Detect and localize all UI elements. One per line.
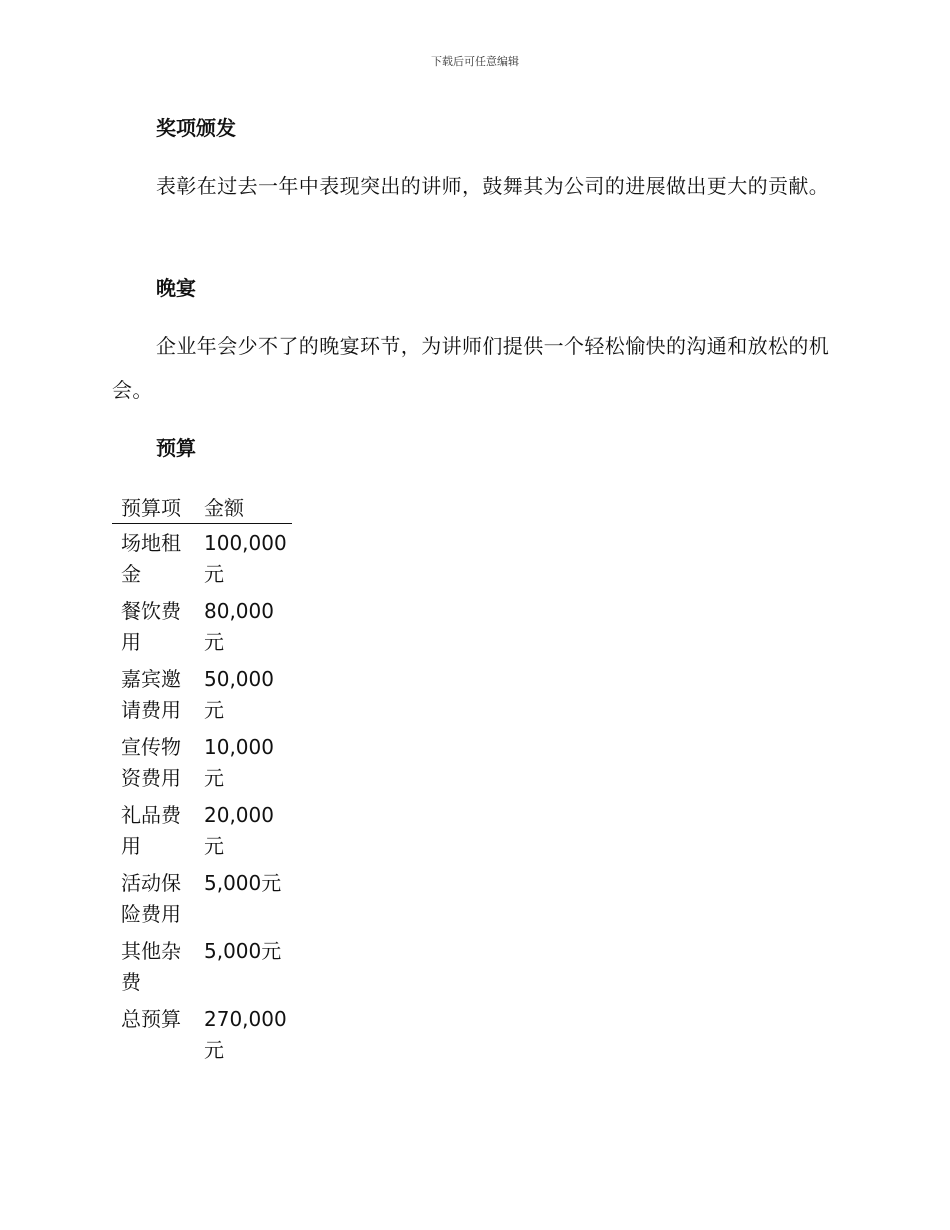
budget-total-label: 总预算 bbox=[121, 1007, 181, 1031]
budget-item-label: 场地租金 bbox=[121, 531, 181, 586]
table-cell-item bbox=[112, 728, 195, 796]
table-cell-item bbox=[112, 932, 195, 1000]
page-header-note: 下载后可任意编辑 bbox=[431, 55, 519, 68]
section-heading-budget: 预算 bbox=[156, 436, 196, 460]
section-heading-dinner: 晚宴 bbox=[156, 276, 196, 300]
table-cell-amount bbox=[195, 1000, 292, 1068]
table-cell-amount bbox=[195, 796, 292, 864]
budget-item-amount: 100,000元 bbox=[204, 531, 287, 586]
table-row bbox=[112, 592, 292, 660]
budget-item-amount: 50,000元 bbox=[204, 667, 274, 722]
budget-item-amount: 5,000元 bbox=[204, 939, 282, 963]
table-row bbox=[112, 660, 292, 728]
section-body-dinner: 企业年会少不了的晚宴环节，为讲师们提供一个轻松愉快的沟通和放松的机会。 bbox=[112, 334, 830, 402]
budget-item-amount: 10,000元 bbox=[204, 735, 274, 790]
table-row bbox=[112, 932, 292, 1000]
budget-item-label: 宣传物资费用 bbox=[121, 735, 181, 790]
budget-item-label: 餐饮费用 bbox=[121, 599, 181, 654]
table-row bbox=[112, 728, 292, 796]
table-row bbox=[112, 864, 292, 932]
table-row-total bbox=[112, 1000, 292, 1068]
budget-total-amount: 270,000元 bbox=[204, 1007, 287, 1062]
table-cell-item bbox=[112, 524, 195, 593]
table-cell-item bbox=[112, 660, 195, 728]
table-cell-item bbox=[112, 796, 195, 864]
budget-item-label: 嘉宾邀请费用 bbox=[121, 667, 181, 722]
table-row bbox=[112, 796, 292, 864]
table-cell-amount bbox=[195, 728, 292, 796]
budget-table bbox=[112, 493, 292, 1068]
table-header-row bbox=[112, 493, 292, 524]
table-row bbox=[112, 524, 292, 593]
budget-item-label: 其他杂费 bbox=[121, 939, 181, 994]
budget-item-label: 活动保险费用 bbox=[121, 871, 181, 926]
table-cell-item bbox=[112, 1000, 195, 1068]
table-cell-amount bbox=[195, 592, 292, 660]
table-cell-amount bbox=[195, 864, 292, 932]
column-header-amount: 金额 bbox=[195, 493, 292, 524]
budget-item-amount: 80,000元 bbox=[204, 599, 274, 654]
section-body-awards: 表彰在过去一年中表现突出的讲师，鼓舞其为公司的进展做出更大的贡献。 bbox=[156, 174, 830, 198]
section-heading-awards: 奖项颁发 bbox=[156, 116, 236, 140]
budget-item-amount: 5,000元 bbox=[204, 871, 282, 895]
column-header-item: 预算项 bbox=[112, 493, 195, 524]
budget-item-label: 礼品费用 bbox=[121, 803, 181, 858]
table-cell-amount bbox=[195, 660, 292, 728]
table-cell-item bbox=[112, 592, 195, 660]
table-cell-item bbox=[112, 864, 195, 932]
table-cell-amount bbox=[195, 932, 292, 1000]
budget-item-amount: 20,000元 bbox=[204, 803, 274, 858]
table-cell-amount bbox=[195, 524, 292, 593]
